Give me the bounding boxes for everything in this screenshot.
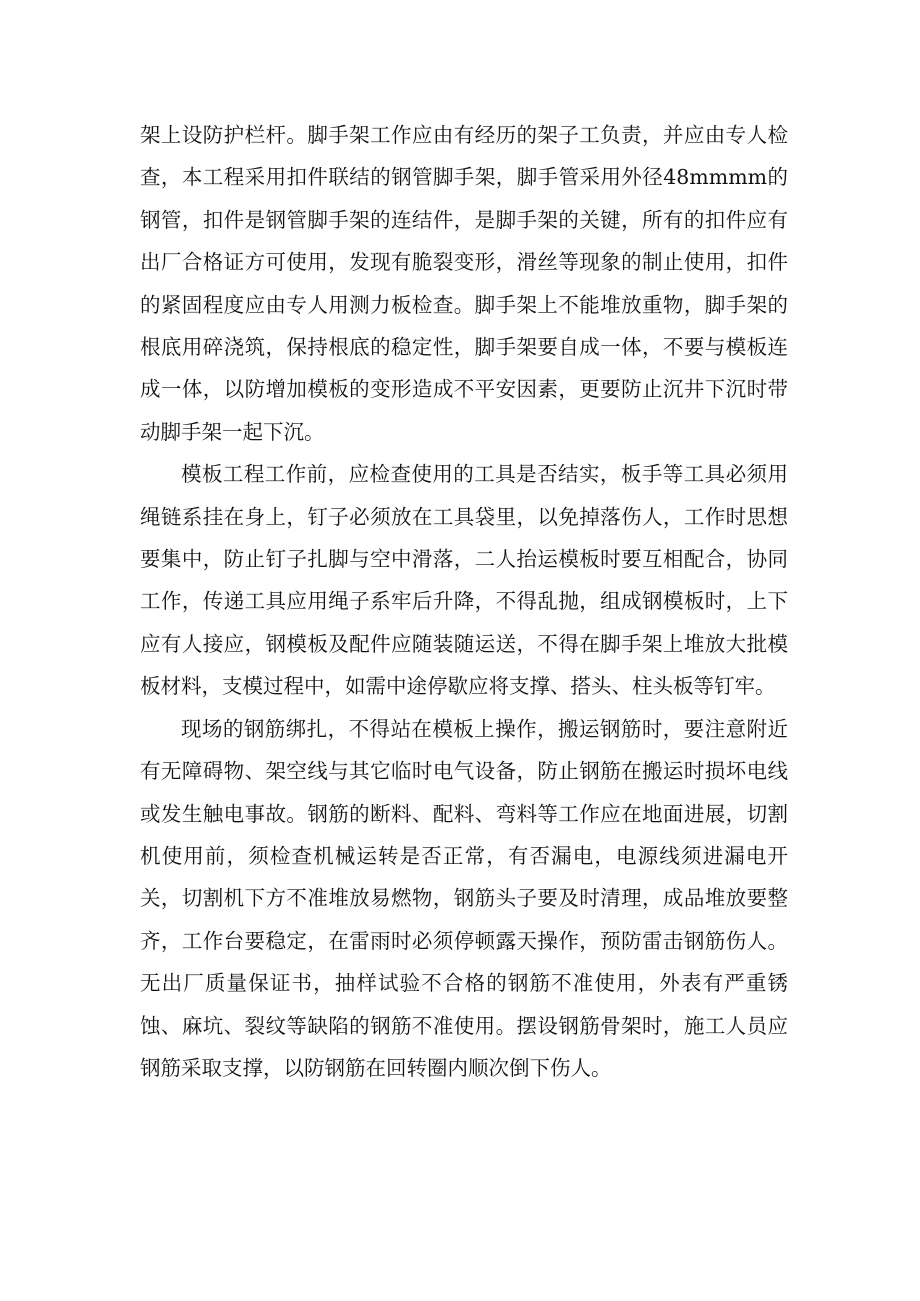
document-body: [140, 114, 788, 1089]
paragraph-rebar: 现场的钢筋绑扎，不得站在模板上操作，搬运钢筋时，要注意附近有无障碍物、架空线与其它临时电气设备，防止钢筋在搬运时损坏电线或发生触电事故。钢筋的断料、配料、弯料等工作应在地面进展，切割机使用前，须检查机械运转是否正常，有否漏电，电源线须进漏电开关，切割机下方不准堆放易燃物，钢筋头子要及时清理，成品堆放要整齐，工作台要稳定，在雷雨时必须停顿露天操作，预防雷击钢筋伤人。无出厂质量保证书，抽样试验不合格的钢筋不准使用，外表有严重锈蚀、麻坑、裂纹等缺陷的钢筋不准使用。摆设钢筋骨架时，施工人员应钢筋采取支撑，以防钢筋在回转圈内顺次倒下伤人。: [140, 716, 788, 1080]
paragraph-formwork: 模板工程工作前，应检查使用的工具是否结实，板手等工具必须用绳链系挂在身上，钉子必须放在工具袋里，以免掉落伤人，工作时思想要集中，防止钉子扎脚与空中滑落，二人抬运模板时要互相配合，协同工作，传递工具应用绳子系牢后升降，不得乱抛，组成钢模板时，上下应有人接应，钢模板及配件应随装随运送，不得在脚手架上堆放大批模板材料，支模过程中，如需中途停歇应将支撑、搭头、柱头板等钉牢。: [140, 462, 788, 699]
paragraph-scaffolding: 架上设防护栏杆。脚手架工作应由有经历的架子工负责，并应由专人检查，本工程采用扣件联结的钢管脚手架，脚手管采用外径48mmmm的钢管，扣件是钢管脚手架的连结件，是脚手架的关键，所有的扣件应有出厂合格证方可使用，发现有脆裂变形，滑丝等现象的制止使用，扣件的紧固程度应由专人用测力板检查。脚手架上不能堆放重物，脚手架的根底用碎浇筑，保持根底的稳定性，脚手架要自成一体，不要与模板连成一体，以防增加模板的变形造成不平安因素，更要防止沉井下沉时带动脚手架一起下沉。: [140, 123, 788, 444]
